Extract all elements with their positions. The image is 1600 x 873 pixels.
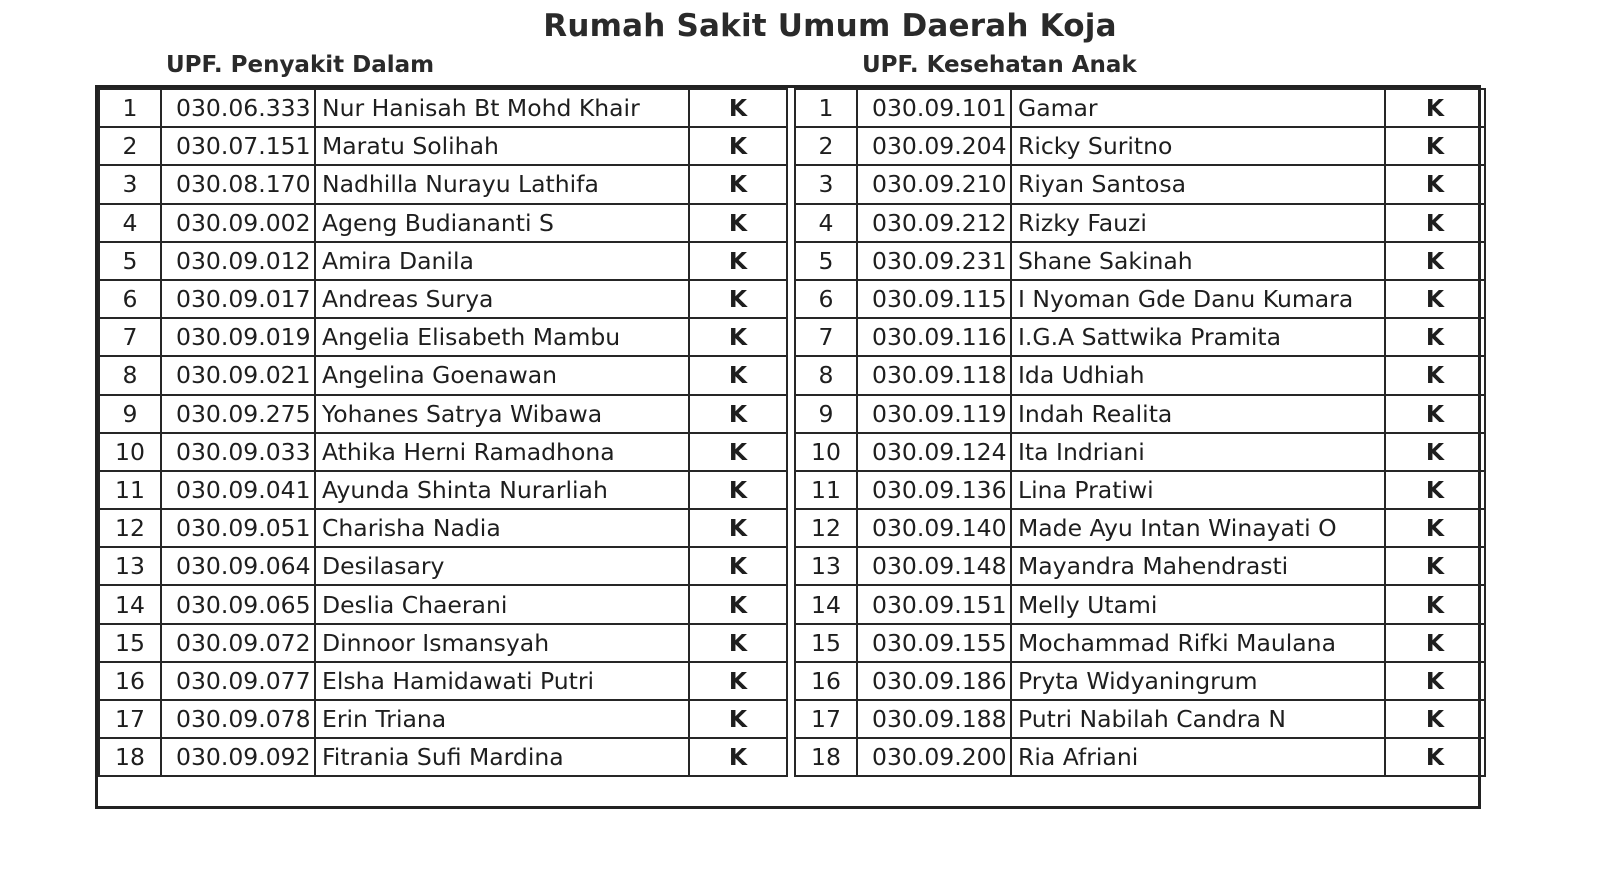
row-number: 1 bbox=[99, 89, 161, 127]
student-id: 030.09.118 bbox=[857, 356, 1011, 394]
status-mark: K bbox=[1385, 433, 1485, 471]
student-id: 030.07.151 bbox=[161, 127, 315, 165]
status-mark: K bbox=[689, 509, 787, 547]
row-number: 6 bbox=[99, 280, 161, 318]
table-row bbox=[99, 509, 787, 547]
row-number: 9 bbox=[99, 395, 161, 433]
table-row bbox=[795, 509, 1485, 547]
student-id: 030.09.012 bbox=[161, 242, 315, 280]
student-id: 030.09.148 bbox=[857, 547, 1011, 585]
student-name: Yohanes Satrya Wibawa bbox=[315, 395, 689, 433]
student-id: 030.09.077 bbox=[161, 662, 315, 700]
row-number: 14 bbox=[99, 585, 161, 623]
row-number: 17 bbox=[795, 700, 857, 738]
row-number: 1 bbox=[795, 89, 857, 127]
row-number: 4 bbox=[795, 204, 857, 242]
row-number: 11 bbox=[99, 471, 161, 509]
row-number: 15 bbox=[795, 624, 857, 662]
row-number: 7 bbox=[99, 318, 161, 356]
status-mark: K bbox=[689, 662, 787, 700]
status-mark: K bbox=[689, 547, 787, 585]
row-number: 5 bbox=[795, 242, 857, 280]
student-name: Gamar bbox=[1011, 89, 1385, 127]
roster-table-kesehatan-anak bbox=[794, 88, 1486, 777]
row-number: 17 bbox=[99, 700, 161, 738]
student-name: Elsha Hamidawati Putri bbox=[315, 662, 689, 700]
status-mark: K bbox=[1385, 204, 1485, 242]
status-mark: K bbox=[1385, 471, 1485, 509]
student-name: Angelia Elisabeth Mambu bbox=[315, 318, 689, 356]
student-id: 030.09.021 bbox=[161, 356, 315, 394]
student-name: Dinnoor Ismansyah bbox=[315, 624, 689, 662]
status-mark: K bbox=[689, 624, 787, 662]
table-row bbox=[99, 547, 787, 585]
row-number: 8 bbox=[795, 356, 857, 394]
row-number: 4 bbox=[99, 204, 161, 242]
student-id: 030.09.136 bbox=[857, 471, 1011, 509]
student-id: 030.09.017 bbox=[161, 280, 315, 318]
student-name: I Nyoman Gde Danu Kumara bbox=[1011, 280, 1385, 318]
student-name: Deslia Chaerani bbox=[315, 585, 689, 623]
student-id: 030.09.041 bbox=[161, 471, 315, 509]
status-mark: K bbox=[1385, 318, 1485, 356]
student-name: Ricky Suritno bbox=[1011, 127, 1385, 165]
table-row bbox=[99, 433, 787, 471]
table-row bbox=[795, 738, 1485, 776]
status-mark: K bbox=[1385, 547, 1485, 585]
table-row bbox=[795, 356, 1485, 394]
student-id: 030.09.186 bbox=[857, 662, 1011, 700]
row-number: 11 bbox=[795, 471, 857, 509]
student-id: 030.08.170 bbox=[161, 165, 315, 203]
table-row bbox=[795, 547, 1485, 585]
student-name: Maratu Solihah bbox=[315, 127, 689, 165]
student-id: 030.09.200 bbox=[857, 738, 1011, 776]
roster-body bbox=[795, 89, 1485, 776]
student-id: 030.09.188 bbox=[857, 700, 1011, 738]
table-row bbox=[99, 662, 787, 700]
status-mark: K bbox=[1385, 700, 1485, 738]
table-row bbox=[795, 165, 1485, 203]
row-number: 15 bbox=[99, 624, 161, 662]
student-id: 030.09.119 bbox=[857, 395, 1011, 433]
table-row bbox=[99, 127, 787, 165]
table-row bbox=[99, 471, 787, 509]
student-id: 030.09.064 bbox=[161, 547, 315, 585]
row-number: 2 bbox=[795, 127, 857, 165]
status-mark: K bbox=[689, 280, 787, 318]
table-row bbox=[99, 318, 787, 356]
table-row bbox=[795, 471, 1485, 509]
table-row bbox=[99, 204, 787, 242]
student-id: 030.09.115 bbox=[857, 280, 1011, 318]
table-row bbox=[795, 89, 1485, 127]
student-id: 030.06.333 bbox=[161, 89, 315, 127]
student-name: Melly Utami bbox=[1011, 585, 1385, 623]
row-number: 16 bbox=[99, 662, 161, 700]
row-number: 5 bbox=[99, 242, 161, 280]
table-row bbox=[99, 395, 787, 433]
student-id: 030.09.212 bbox=[857, 204, 1011, 242]
student-name: Ayunda Shinta Nurarliah bbox=[315, 471, 689, 509]
roster-table-penyakit-dalam bbox=[98, 88, 788, 777]
status-mark: K bbox=[1385, 585, 1485, 623]
status-mark: K bbox=[1385, 280, 1485, 318]
table-row bbox=[99, 280, 787, 318]
table-row bbox=[795, 700, 1485, 738]
student-name: Mayandra Mahendrasti bbox=[1011, 547, 1385, 585]
status-mark: K bbox=[1385, 356, 1485, 394]
status-mark: K bbox=[689, 471, 787, 509]
row-number: 16 bbox=[795, 662, 857, 700]
document-title: Rumah Sakit Umum Daerah Koja bbox=[543, 8, 1117, 44]
student-id: 030.09.155 bbox=[857, 624, 1011, 662]
student-name: Ria Afriani bbox=[1011, 738, 1385, 776]
status-mark: K bbox=[689, 700, 787, 738]
table-row bbox=[795, 662, 1485, 700]
row-number: 6 bbox=[795, 280, 857, 318]
status-mark: K bbox=[689, 433, 787, 471]
table-row bbox=[795, 204, 1485, 242]
table-row bbox=[795, 127, 1485, 165]
unit-label-kesehatan-anak: UPF. Kesehatan Anak bbox=[862, 52, 1137, 78]
status-mark: K bbox=[689, 127, 787, 165]
row-number: 7 bbox=[795, 318, 857, 356]
table-row bbox=[795, 280, 1485, 318]
student-name: Shane Sakinah bbox=[1011, 242, 1385, 280]
student-id: 030.09.204 bbox=[857, 127, 1011, 165]
table-row bbox=[99, 585, 787, 623]
status-mark: K bbox=[1385, 624, 1485, 662]
status-mark: K bbox=[689, 165, 787, 203]
student-name: Charisha Nadia bbox=[315, 509, 689, 547]
student-id: 030.09.275 bbox=[161, 395, 315, 433]
table-row bbox=[99, 89, 787, 127]
student-id: 030.09.140 bbox=[857, 509, 1011, 547]
student-id: 030.09.210 bbox=[857, 165, 1011, 203]
row-number: 3 bbox=[99, 165, 161, 203]
row-number: 2 bbox=[99, 127, 161, 165]
row-number: 10 bbox=[99, 433, 161, 471]
row-number: 3 bbox=[795, 165, 857, 203]
row-number: 10 bbox=[795, 433, 857, 471]
student-id: 030.09.151 bbox=[857, 585, 1011, 623]
table-row bbox=[795, 433, 1485, 471]
table-row bbox=[795, 242, 1485, 280]
status-mark: K bbox=[1385, 509, 1485, 547]
status-mark: K bbox=[1385, 165, 1485, 203]
row-number: 18 bbox=[795, 738, 857, 776]
table-row bbox=[99, 700, 787, 738]
student-id: 030.09.101 bbox=[857, 89, 1011, 127]
status-mark: K bbox=[689, 585, 787, 623]
status-mark: K bbox=[689, 318, 787, 356]
table-row bbox=[99, 738, 787, 776]
table-row bbox=[795, 318, 1485, 356]
student-id: 030.09.065 bbox=[161, 585, 315, 623]
student-name: Ageng Budiananti S bbox=[315, 204, 689, 242]
student-name: Made Ayu Intan Winayati O bbox=[1011, 509, 1385, 547]
student-id: 030.09.033 bbox=[161, 433, 315, 471]
student-name: Pryta Widyaningrum bbox=[1011, 662, 1385, 700]
status-mark: K bbox=[689, 356, 787, 394]
student-name: Athika Herni Ramadhona bbox=[315, 433, 689, 471]
table-row bbox=[99, 356, 787, 394]
student-id: 030.09.124 bbox=[857, 433, 1011, 471]
status-mark: K bbox=[689, 89, 787, 127]
student-name: Indah Realita bbox=[1011, 395, 1385, 433]
student-name: Erin Triana bbox=[315, 700, 689, 738]
table-row bbox=[99, 165, 787, 203]
roster-body bbox=[99, 89, 787, 776]
table-row bbox=[99, 624, 787, 662]
status-mark: K bbox=[689, 204, 787, 242]
status-mark: K bbox=[689, 738, 787, 776]
row-number: 13 bbox=[99, 547, 161, 585]
student-name: I.G.A Sattwika Pramita bbox=[1011, 318, 1385, 356]
student-name: Riyan Santosa bbox=[1011, 165, 1385, 203]
status-mark: K bbox=[1385, 127, 1485, 165]
unit-label-penyakit-dalam: UPF. Penyakit Dalam bbox=[166, 52, 435, 78]
status-mark: K bbox=[689, 242, 787, 280]
row-number: 18 bbox=[99, 738, 161, 776]
table-row bbox=[795, 624, 1485, 662]
status-mark: K bbox=[689, 395, 787, 433]
row-number: 8 bbox=[99, 356, 161, 394]
status-mark: K bbox=[1385, 89, 1485, 127]
student-name: Lina Pratiwi bbox=[1011, 471, 1385, 509]
student-name: Mochammad Rifki Maulana bbox=[1011, 624, 1385, 662]
row-number: 13 bbox=[795, 547, 857, 585]
student-name: Ita Indriani bbox=[1011, 433, 1385, 471]
student-name: Amira Danila bbox=[315, 242, 689, 280]
student-id: 030.09.002 bbox=[161, 204, 315, 242]
status-mark: K bbox=[1385, 662, 1485, 700]
table-row bbox=[795, 585, 1485, 623]
student-name: Nur Hanisah Bt Mohd Khair bbox=[315, 89, 689, 127]
student-name: Fitrania Sufi Mardina bbox=[315, 738, 689, 776]
student-id: 030.09.078 bbox=[161, 700, 315, 738]
row-number: 9 bbox=[795, 395, 857, 433]
status-mark: K bbox=[1385, 242, 1485, 280]
student-name: Rizky Fauzi bbox=[1011, 204, 1385, 242]
student-name: Andreas Surya bbox=[315, 280, 689, 318]
row-number: 12 bbox=[795, 509, 857, 547]
student-id: 030.09.072 bbox=[161, 624, 315, 662]
student-id: 030.09.116 bbox=[857, 318, 1011, 356]
status-mark: K bbox=[1385, 738, 1485, 776]
student-name: Putri Nabilah Candra N bbox=[1011, 700, 1385, 738]
table-row bbox=[795, 395, 1485, 433]
student-id: 030.09.051 bbox=[161, 509, 315, 547]
student-name: Ida Udhiah bbox=[1011, 356, 1385, 394]
table-row bbox=[99, 242, 787, 280]
student-name: Desilasary bbox=[315, 547, 689, 585]
student-id: 030.09.019 bbox=[161, 318, 315, 356]
status-mark: K bbox=[1385, 395, 1485, 433]
student-id: 030.09.092 bbox=[161, 738, 315, 776]
student-name: Nadhilla Nurayu Lathifa bbox=[315, 165, 689, 203]
row-number: 12 bbox=[99, 509, 161, 547]
row-number: 14 bbox=[795, 585, 857, 623]
student-id: 030.09.231 bbox=[857, 242, 1011, 280]
student-name: Angelina Goenawan bbox=[315, 356, 689, 394]
